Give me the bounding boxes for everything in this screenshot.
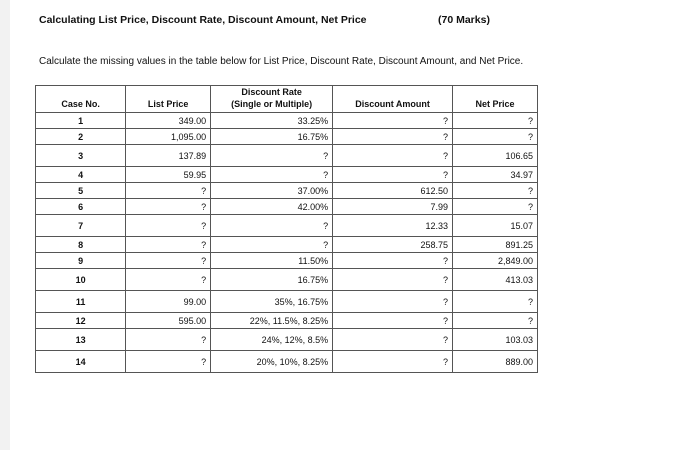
cell-net-price: ?	[453, 183, 538, 199]
cell-discount-rate: ?	[211, 145, 333, 167]
cell-case: 11	[36, 291, 126, 313]
instructions-text: Calculate the missing values in the table below for List Price, Discount Rate, Discount Amount, and Net Price.	[39, 56, 524, 67]
price-table	[35, 85, 538, 373]
cell-discount-amount: 258.75	[333, 237, 453, 253]
table-row	[36, 113, 538, 129]
cell-discount-rate: ?	[211, 237, 333, 253]
cell-net-price: 2,849.00	[453, 253, 538, 269]
cell-discount-rate: 35%, 16.75%	[211, 291, 333, 313]
table-row	[36, 269, 538, 291]
table-row	[36, 167, 538, 183]
cell-discount-rate: 20%, 10%, 8.25%	[211, 351, 333, 373]
cell-discount-rate: 16.75%	[211, 129, 333, 145]
cell-net-price: ?	[453, 199, 538, 215]
cell-case: 1	[36, 113, 126, 129]
cell-case: 5	[36, 183, 126, 199]
cell-list-price: ?	[126, 329, 211, 351]
table-row	[36, 145, 538, 167]
cell-discount-rate: 24%, 12%, 8.5%	[211, 329, 333, 351]
cell-discount-amount: ?	[333, 269, 453, 291]
cell-list-price: 595.00	[126, 313, 211, 329]
cell-list-price: 1,095.00	[126, 129, 211, 145]
page-title: Calculating List Price, Discount Rate, Discount Amount, Net Price	[39, 14, 367, 26]
header-rate-line2: (Single or Multiple)	[231, 99, 313, 109]
cell-list-price: ?	[126, 253, 211, 269]
table-row	[36, 351, 538, 373]
cell-net-price: ?	[453, 291, 538, 313]
header-net-price: Net Price	[453, 86, 538, 113]
cell-discount-rate: 33.25%	[211, 113, 333, 129]
cell-list-price: 349.00	[126, 113, 211, 129]
cell-discount-rate: ?	[211, 167, 333, 183]
cell-discount-amount: ?	[333, 253, 453, 269]
cell-list-price: ?	[126, 215, 211, 237]
cell-discount-rate: 37.00%	[211, 183, 333, 199]
cell-list-price: ?	[126, 183, 211, 199]
cell-list-price: 99.00	[126, 291, 211, 313]
cell-case: 8	[36, 237, 126, 253]
cell-discount-amount: ?	[333, 129, 453, 145]
cell-discount-amount: ?	[333, 329, 453, 351]
cell-list-price: ?	[126, 269, 211, 291]
title-row	[39, 14, 679, 32]
table-row	[36, 215, 538, 237]
cell-case: 13	[36, 329, 126, 351]
header-list-price: List Price	[126, 86, 211, 113]
cell-discount-rate: ?	[211, 215, 333, 237]
cell-case: 9	[36, 253, 126, 269]
cell-discount-rate: 11.50%	[211, 253, 333, 269]
cell-list-price: ?	[126, 199, 211, 215]
cell-case: 14	[36, 351, 126, 373]
cell-discount-amount: 612.50	[333, 183, 453, 199]
cell-discount-rate: 22%, 11.5%, 8.25%	[211, 313, 333, 329]
table-row	[36, 183, 538, 199]
cell-net-price: ?	[453, 113, 538, 129]
table-row	[36, 199, 538, 215]
cell-net-price: ?	[453, 313, 538, 329]
cell-case: 12	[36, 313, 126, 329]
cell-discount-amount: ?	[333, 145, 453, 167]
table-row	[36, 253, 538, 269]
cell-discount-amount: ?	[333, 113, 453, 129]
header-rate-line1: Discount Rate	[241, 87, 302, 97]
table-header-row	[36, 86, 538, 113]
cell-discount-rate: 42.00%	[211, 199, 333, 215]
table-row	[36, 237, 538, 253]
cell-discount-amount: ?	[333, 167, 453, 183]
cell-discount-amount: ?	[333, 291, 453, 313]
cell-list-price: ?	[126, 237, 211, 253]
cell-case: 2	[36, 129, 126, 145]
cell-case: 6	[36, 199, 126, 215]
cell-list-price: ?	[126, 351, 211, 373]
cell-net-price: 413.03	[453, 269, 538, 291]
header-discount-rate	[211, 86, 333, 113]
table-row	[36, 291, 538, 313]
cell-case: 4	[36, 167, 126, 183]
table-row	[36, 329, 538, 351]
header-discount-amount: Discount Amount	[333, 86, 453, 113]
cell-net-price: 891.25	[453, 237, 538, 253]
cell-net-price: 34.97	[453, 167, 538, 183]
cell-case: 7	[36, 215, 126, 237]
header-case-no: Case No.	[36, 86, 126, 113]
cell-net-price: 889.00	[453, 351, 538, 373]
cell-discount-amount: 12.33	[333, 215, 453, 237]
cell-discount-amount: ?	[333, 351, 453, 373]
cell-list-price: 59.95	[126, 167, 211, 183]
marks-label: (70 Marks)	[438, 14, 490, 26]
cell-net-price: 106.65	[453, 145, 538, 167]
cell-case: 3	[36, 145, 126, 167]
cell-discount-amount: 7.99	[333, 199, 453, 215]
table-row	[36, 313, 538, 329]
cell-list-price: 137.89	[126, 145, 211, 167]
cell-discount-amount: ?	[333, 313, 453, 329]
cell-net-price: 15.07	[453, 215, 538, 237]
cell-discount-rate: 16.75%	[211, 269, 333, 291]
cell-case: 10	[36, 269, 126, 291]
cell-net-price: ?	[453, 129, 538, 145]
cell-net-price: 103.03	[453, 329, 538, 351]
table-row	[36, 129, 538, 145]
